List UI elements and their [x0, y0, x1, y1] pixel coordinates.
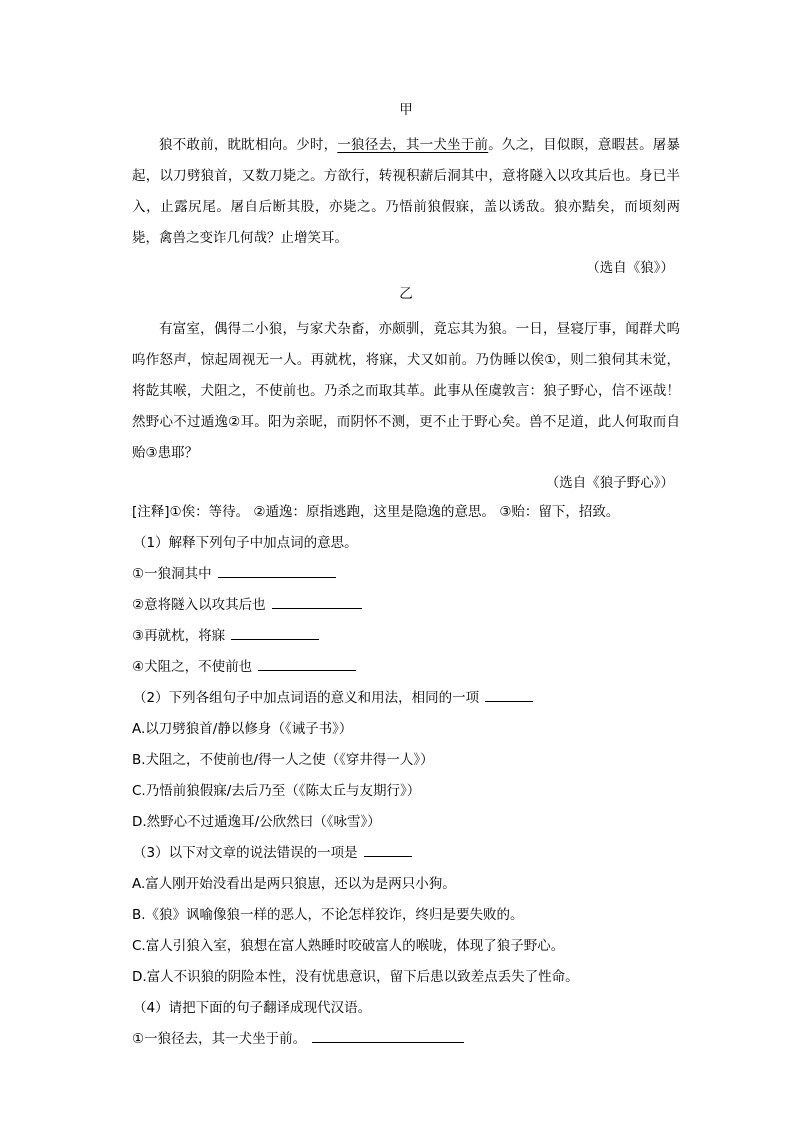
q1-item — [132, 652, 680, 683]
q1-item — [132, 590, 680, 621]
answer-blank[interactable] — [364, 842, 412, 857]
passage2-text: 有富室，偶得二小狼，与家犬杂畜，亦颇驯，竟忘其为狼。一日，昼寝厅事，闻群犬呜呜作怒声，惊起周视无一人。再就枕，将寐，犬又如前。乃伪睡以俟①，则二狼伺其未觉，将龁其喉，犬阻之，不使前也。乃杀之而取其革。此事从侄虞敦言：狼子野心，信不诬哉！然野心不过遁逸②耳。阳为亲昵，而阴怀不测，更不止于野心矣。兽不足道，此人何取而自贻③患耶？ — [132, 321, 680, 461]
q2-option: A.以刀劈狼首/静以修身（《诫子书》） — [132, 721, 353, 737]
passage1-title: 甲 — [399, 102, 413, 118]
q2-option: B.犬阻之，不使前也/得一人之使（《穿井得一人》） — [132, 752, 434, 768]
passage2-title: 乙 — [399, 286, 413, 302]
q2-prompt-text: （2）下列各组句子中加点词语的意义和用法，相同的一项 — [133, 690, 480, 706]
passage1-underlined: 一狼径去，其一犬坐于前 — [337, 137, 489, 153]
q3-prompt-text: （3）以下对文章的说法错误的一项是 — [133, 845, 358, 861]
answer-blank[interactable] — [258, 656, 356, 671]
passage1-source: （选自《狼》） — [586, 260, 674, 276]
q2-option: C.乃悟前狼假寐/去后乃至（《陈太丘与友期行》） — [132, 783, 421, 799]
q3-option: D.富人不识狼的阴险本性，没有忧患意识，留下后患以致差点丢失了性命。 — [132, 969, 579, 985]
answer-blank[interactable] — [272, 594, 362, 609]
passage1-text-a: 狼不敢前，眈眈相向。少时， — [159, 137, 338, 153]
q1-item-text: ①一狼洞其中 — [132, 566, 212, 582]
q1-item — [132, 559, 680, 590]
passage1-text-b: 。久之，目似瞑，意暇甚。屠暴起，以刀劈狼首，又数刀毙之。方欲行，转视积薪后洞其中，意将隧入以攻其后也。身已半入，止露尻尾。屠自后断其股，亦毙之。乃悟前狼假寐，盖以诱敌。狼亦黠矣，而顷刻两毙，禽兽之变诈几何哉？止增笑耳。 — [132, 137, 681, 246]
answer-blank[interactable] — [218, 563, 336, 578]
q1-item-text: ④犬阻之，不使前也 — [132, 659, 253, 675]
q4-prompt: （4）请把下面的句子翻译成现代汉语。 — [133, 1000, 372, 1016]
q1-prompt: （1）解释下列句子中加点词的意思。 — [133, 535, 358, 551]
q1-item — [132, 621, 680, 652]
q2-option: D.然野心不过遁逸耳/公欣然曰（《咏雪》） — [132, 814, 381, 830]
q3-option: B.《狼》讽喻像狼一样的恶人，不论怎样狡诈，终归是要失败的。 — [132, 907, 524, 923]
answer-blank[interactable] — [312, 1028, 464, 1043]
passage2-source: （选自《狼子野心》） — [545, 475, 674, 491]
passage1-text — [132, 130, 680, 254]
notes: [注释]①俟：等待。 ②遁逸：原指逃跑，这里是隐逸的意思。 ③贻：留下，招致。 — [132, 504, 620, 520]
q3-option: A.富人刚开始没看出是两只狼崽，还以为是两只小狗。 — [132, 876, 456, 892]
answer-blank[interactable] — [231, 625, 319, 640]
q4-item — [132, 1024, 680, 1055]
q1-item-text: ②意将隧入以攻其后也 — [132, 597, 266, 613]
exam-content — [132, 100, 680, 1055]
q2-prompt — [132, 683, 680, 714]
q3-prompt — [132, 838, 680, 869]
q3-option: C.富人引狼入室，狼想在富人熟睡时咬破富人的喉咙，体现了狼子野心。 — [132, 938, 565, 954]
q1-item-text: ③再就枕，将寐 — [132, 628, 226, 644]
q4-item-text: ①一狼径去，其一犬坐于前。 — [132, 1031, 307, 1047]
answer-blank[interactable] — [485, 687, 533, 702]
